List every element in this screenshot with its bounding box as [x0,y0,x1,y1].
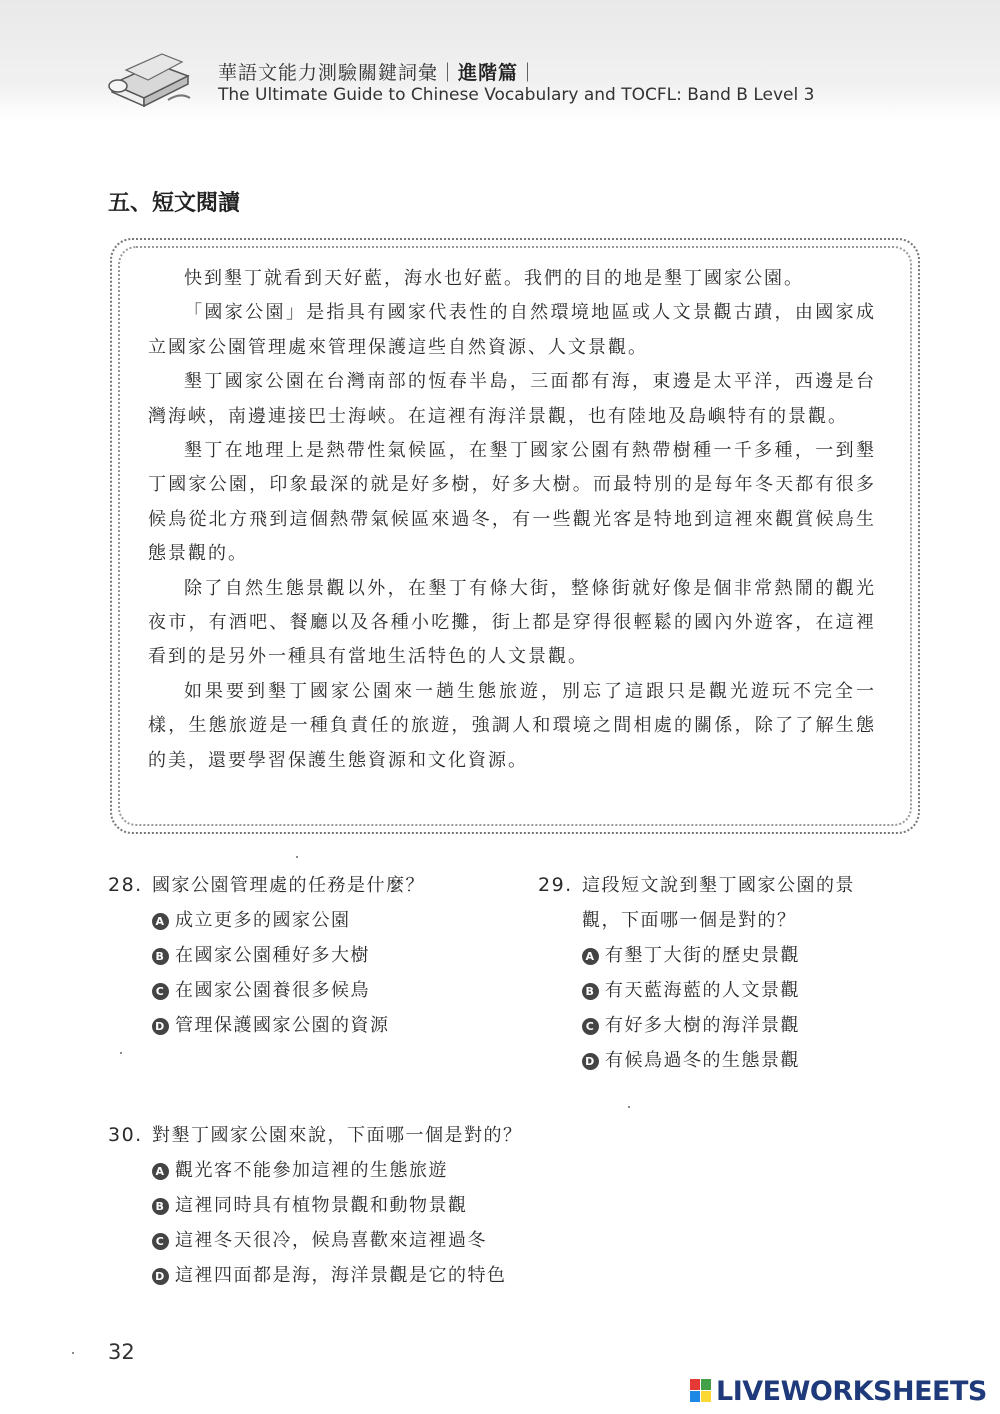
option-d[interactable]: D 這裡四面都是海，海洋景觀是它的特色 [152,1258,523,1293]
option-letter-badge: A [152,913,169,930]
question-text: 這段短文說到墾丁國家公園的景 [582,875,855,896]
passage-paragraph: 快到墾丁就看到天好藍，海水也好藍。我們的目的地是墾丁國家公園。 [184,268,804,289]
option-b[interactable]: B 有天藍海藍的人文景觀 [582,973,855,1008]
question-number: 28. [108,874,143,896]
passage-paragraph: 墾丁在地理上是熱帶性氣候區，在墾丁國家公園有熱帶樹種一千多種，一到墾丁國家公園，印象最深的就是好多樹，好多大樹。而最特別的是每年冬天都有很多候鳥從北方飛到這個熱帶氣候區來過冬，有一些觀光客是特地到這裡來觀賞候鳥生態景觀的。 [148,440,876,565]
option-letter-badge: B [152,1198,169,1215]
question-text: 國家公園管理處的任務是什麼？ [152,875,425,896]
option-a[interactable]: A 觀光客不能參加這裡的生態旅遊 [152,1153,523,1188]
option-letter-badge: D [152,1268,169,1285]
option-letter-badge: A [582,948,599,965]
question-text: 對墾丁國家公園來說，下面哪一個是對的？ [152,1125,523,1146]
option-d[interactable]: D 有候鳥過冬的生態景觀 [582,1043,855,1078]
liveworksheets-brand[interactable] [690,1376,987,1406]
option-letter-badge: C [152,983,169,1000]
question-text-continued: 觀，下面哪一個是對的？ [582,910,797,931]
option-letter-badge: A [152,1163,169,1180]
passage-paragraph: 「國家公園」是指具有國家代表性的自然環境地區或人文景觀古蹟，由國家成立國家公園管理處來管理保護這些自然資源、人文景觀。 [148,302,876,358]
page-number: 32 [108,1340,135,1364]
question-30 [108,1118,523,1293]
liveworksheets-logo-icon [690,1379,712,1403]
option-letter-badge: C [152,1233,169,1250]
question-number: 30. [108,1124,143,1146]
option-letter-badge: D [152,1018,169,1035]
question-28 [108,868,425,1043]
header-subtitle: The Ultimate Guide to Chinese Vocabulary and TOCFL: Band B Level 3 [218,85,815,105]
passage-paragraph: 如果要到墾丁國家公園來一趟生態旅遊，別忘了這跟只是觀光遊玩不完全一樣，生態旅遊是一種負責任的旅遊，強調人和環境之間相處的關係，除了了解生態的美，還要學習保護生態資源和文化資源。 [148,680,876,771]
option-a[interactable]: A 有墾丁大街的歷史景觀 [582,938,855,973]
scan-speck [120,1052,122,1054]
option-letter-badge: D [582,1053,599,1070]
option-c[interactable]: C 這裡冬天很冷，候鳥喜歡來這裡過冬 [152,1223,523,1258]
scan-speck [296,856,298,858]
header-title-bold: 進階篇 [458,62,519,84]
passage-paragraph: 除了自然生態景觀以外，在墾丁有條大街，整條街就好像是個非常熱鬧的觀光夜市，有酒吧、餐廳以及各種小吃攤，街上都是穿得很輕鬆的國內外遊客，在這裡看到的是另外一種具有當地生活特色的人文景觀。 [148,577,876,668]
passage [148,262,876,778]
scan-speck [628,1106,630,1108]
option-letter-badge: B [152,948,169,965]
question-number: 29. [538,874,573,896]
header-title: 華語文能力測驗關鍵詞彙｜進階篇｜ [218,62,539,84]
option-d[interactable]: D 管理保護國家公園的資源 [152,1008,425,1043]
scan-speck [72,1352,74,1354]
passage-paragraph: 墾丁國家公園在台灣南部的恆春半島，三面都有海，東邊是太平洋，西邊是台灣海峽，南邊連接巴士海峽。在這裡有海洋景觀，也有陸地及島嶼特有的景觀。 [148,371,876,427]
option-a[interactable]: A 成立更多的國家公園 [152,903,425,938]
question-29 [538,868,855,1078]
option-b[interactable]: B 在國家公園種好多大樹 [152,938,425,973]
option-letter-badge: B [582,983,599,1000]
book-icon [104,40,194,110]
option-c[interactable]: C 在國家公園養很多候鳥 [152,973,425,1008]
section-title: 五、短文閱讀 [108,191,241,216]
liveworksheets-wordmark: LIVEWORKSHEETS [716,1375,987,1407]
option-c[interactable]: C 有好多大樹的海洋景觀 [582,1008,855,1043]
option-b[interactable]: B 這裡同時具有植物景觀和動物景觀 [152,1188,523,1223]
option-letter-badge: C [582,1018,599,1035]
